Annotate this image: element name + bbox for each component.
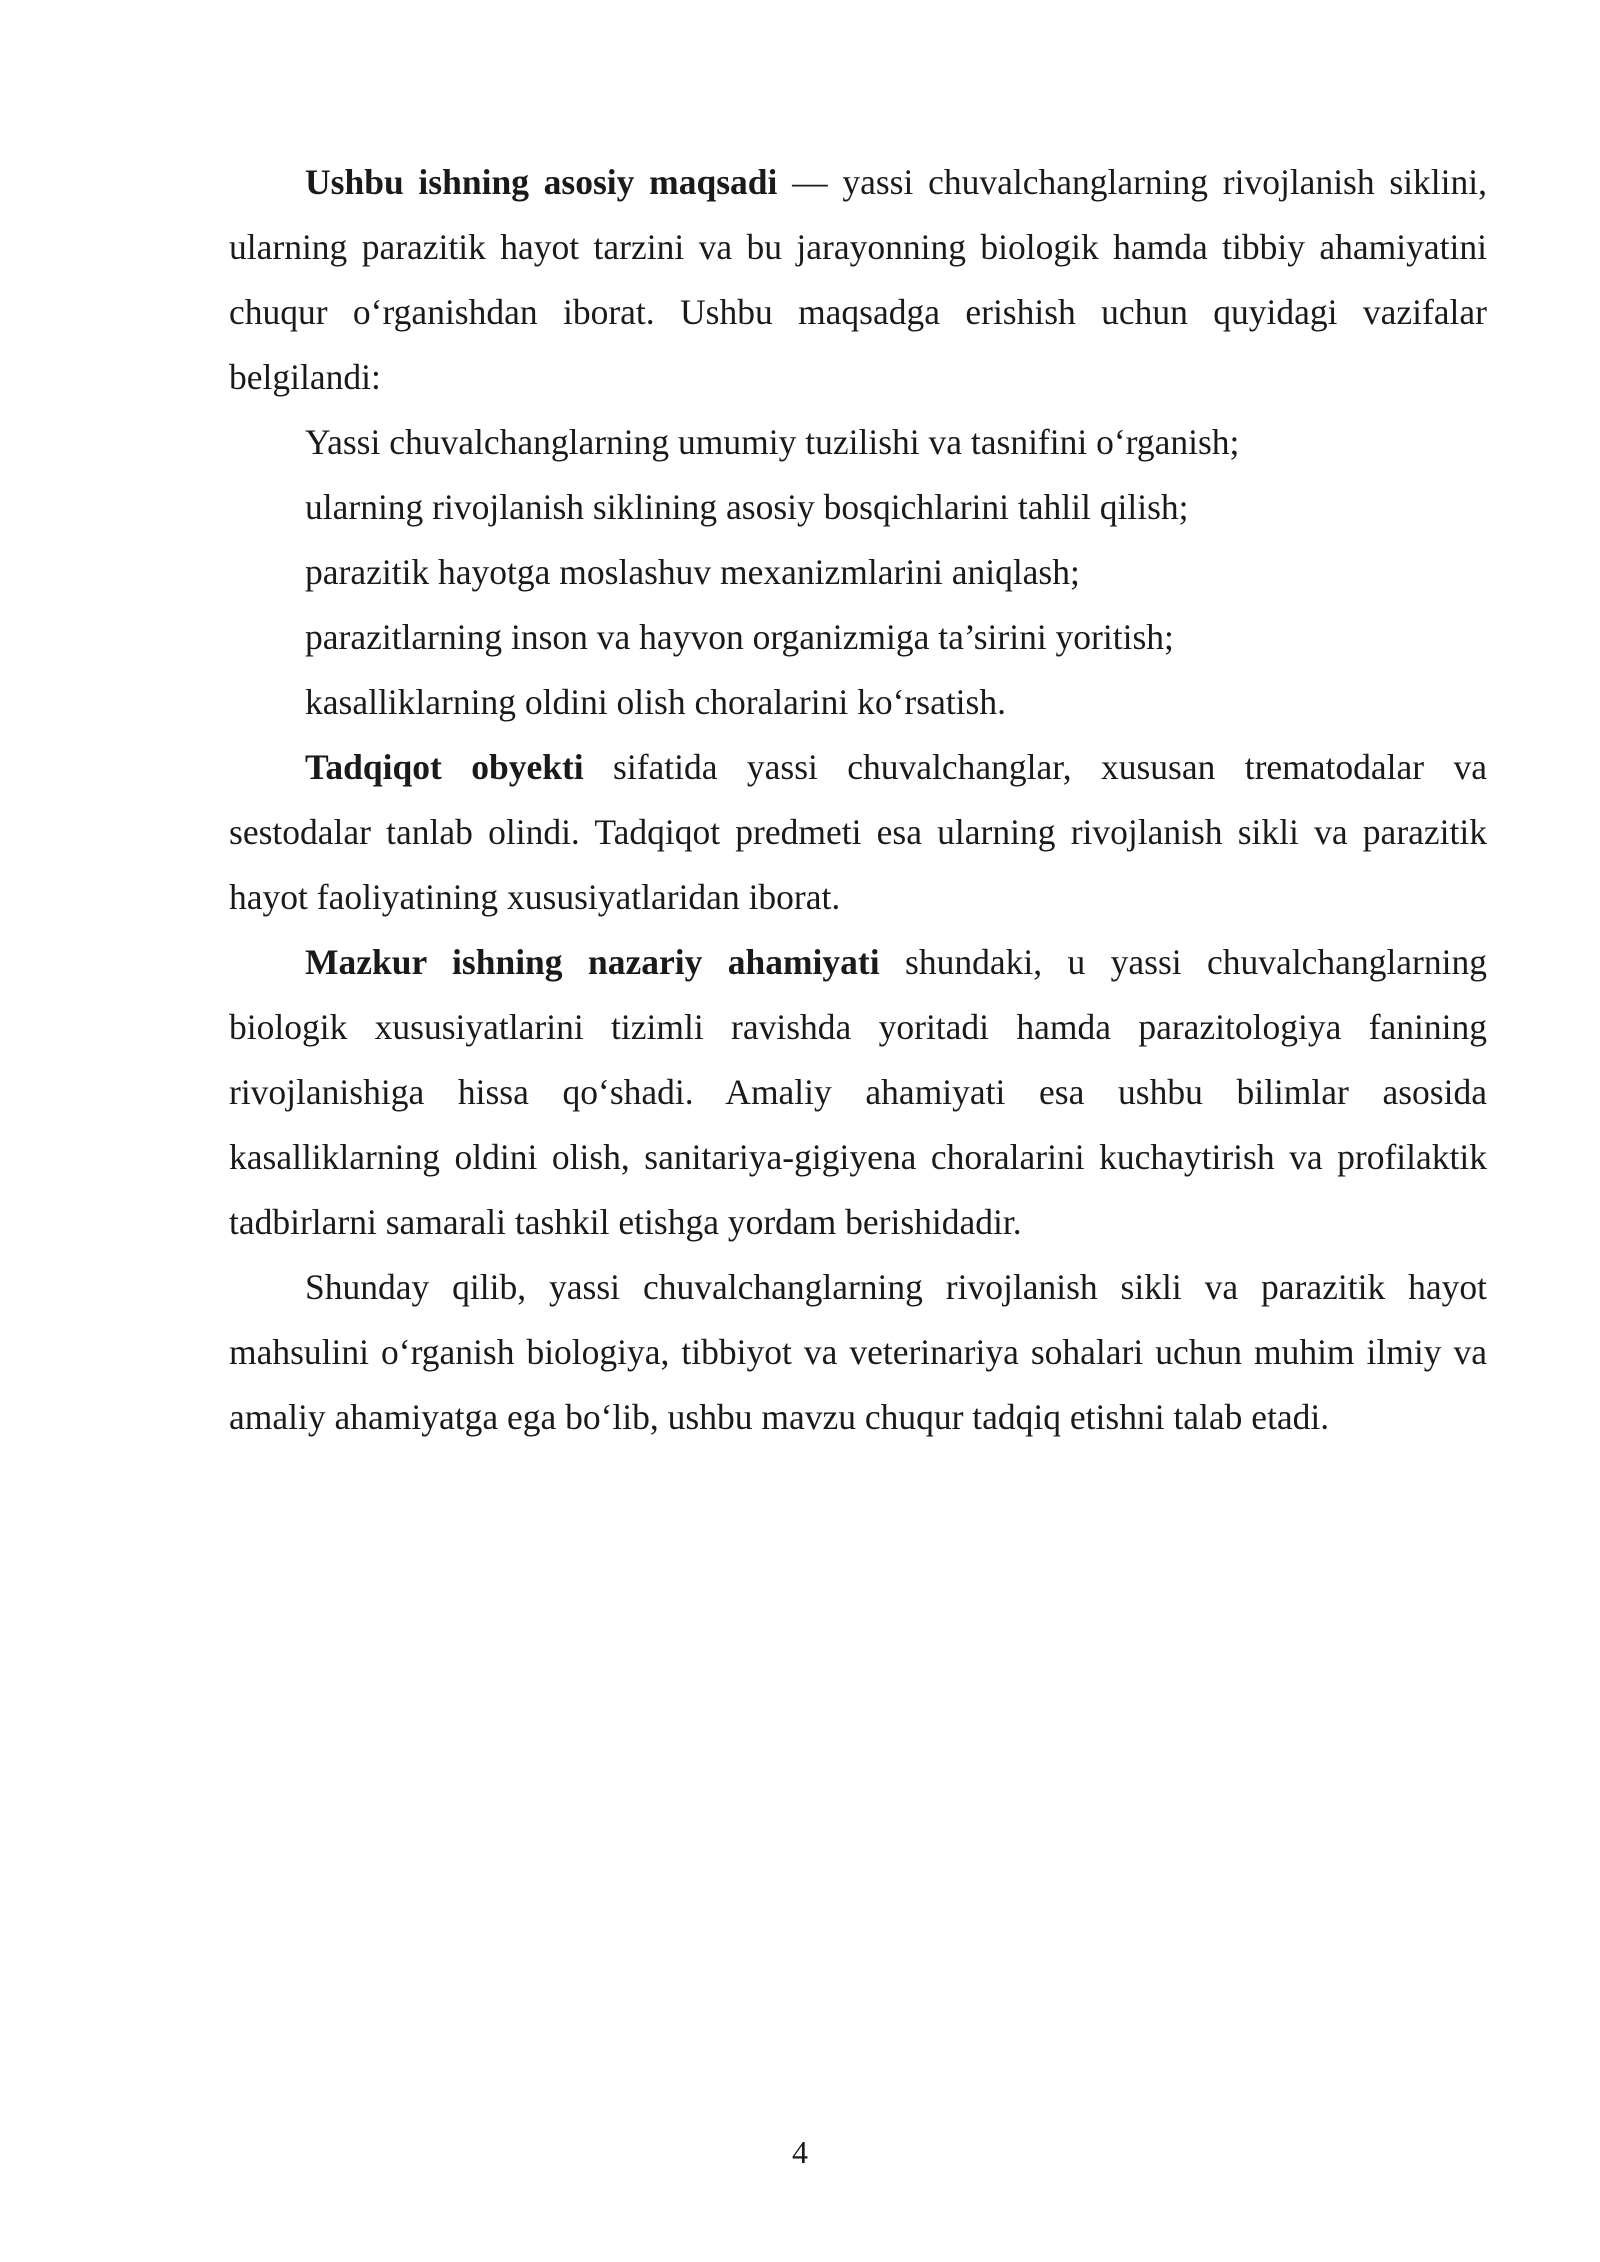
object-text: sifatida yassi chuvalchanglar, xususan trematodalar va sestodalar tanlab olindi. Tadqiqot predmeti esa ularning rivojlanish sikli va parazitik hayot faoliyatining xususiyatlaridan iborat. bbox=[229, 747, 1487, 917]
goal-heading: Ushbu ishning asosiy maqsadi bbox=[305, 162, 778, 202]
task-item: parazitlarning inson va hayvon organizmiga ta’sirini yoritish; bbox=[305, 617, 1174, 657]
object-heading: Tadqiqot obyekti bbox=[305, 747, 584, 787]
object-paragraph bbox=[229, 735, 1487, 930]
page-number: 4 bbox=[792, 2134, 808, 2170]
significance-text: shundaki, u yassi chuvalchanglarning biologik xususiyatlarini tizimli ravishda yoritadi hamda parazitologiya fanining rivojlanishiga hissa qo‘shadi. Amaliy ahamiyati esa ushbu bilimlar asosida kasalliklarning oldini olish, sanitariya-gigiyena choralarini kuchaytirish va profilaktik tadbirlarni samarali tashkil etishga yordam berishidadir. bbox=[229, 942, 1487, 1242]
significance-heading: Mazkur ishning nazariy ahamiyati bbox=[305, 942, 880, 982]
tasks-list bbox=[229, 410, 1487, 735]
task-item: ularning rivojlanish siklining asosiy bosqichlarini tahlil qilish; bbox=[305, 487, 1189, 527]
task-item: Yassi chuvalchanglarning umumiy tuzilishi va tasnifini o‘rganish; bbox=[305, 422, 1240, 462]
page-content bbox=[229, 150, 1487, 1450]
conclusion-paragraph: Shunday qilib, yassi chuvalchanglarning rivojlanish sikli va parazitik hayot mahsulini o‘rganish biologiya, tibbiyot va veterinariya sohalari uchun muhim ilmiy va amaliy ahamiyatga ega bo‘lib, ushbu mavzu chuqur tadqiq etishni talab etadi. bbox=[229, 1267, 1487, 1437]
goal-paragraph bbox=[229, 150, 1487, 410]
task-item: parazitik hayotga moslashuv mexanizmlarini aniqlash; bbox=[305, 552, 1080, 592]
goal-text: — yassi chuvalchanglarning rivojlanish siklini, ularning parazitik hayot tarzini va bu jarayonning biologik hamda tibbiy ahamiyatini chuqur o‘rganishdan iborat. Ushbu maqsadga erishish uchun quyidagi vazifalar belgilandi: bbox=[229, 162, 1487, 397]
significance-paragraph bbox=[229, 930, 1487, 1255]
task-item: kasalliklarning oldini olish choralarini ko‘rsatish. bbox=[305, 682, 1006, 722]
